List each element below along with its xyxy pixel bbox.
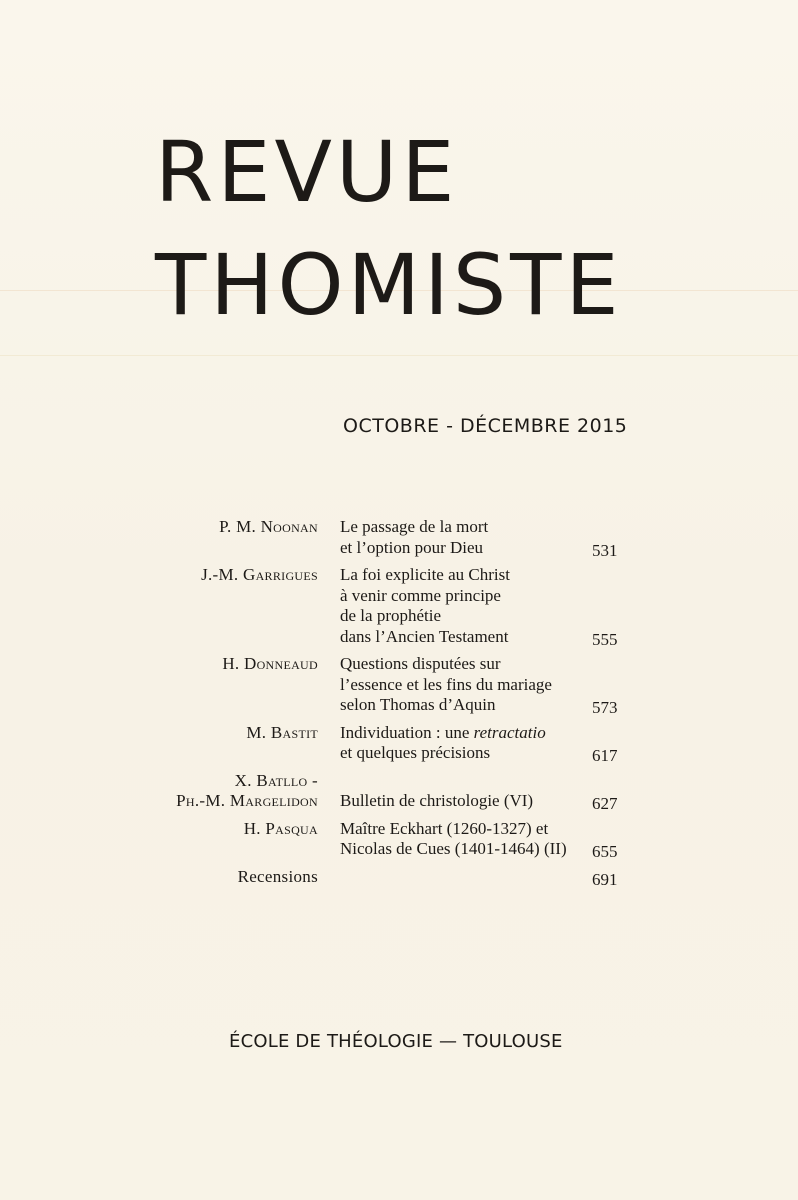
toc-title: Le passage de la mort et l’option pour Dieu [340, 517, 489, 557]
toc-entry [0, 565, 798, 647]
italic-term: retractatio [473, 722, 546, 742]
toc-entry [0, 517, 798, 558]
publisher-footer: ÉCOLE DE THÉOLOGIE — TOULOUSE [229, 1031, 563, 1052]
toc-author: Recensions [237, 866, 318, 886]
toc-author: H. Pasqua [243, 818, 318, 838]
toc-title [340, 867, 580, 888]
toc-entry [0, 723, 798, 764]
toc-author: H. Donneaud [222, 654, 318, 673]
toc-title: Maître Eckhart (1260-1327) et Nicolas de Cues (1401-1464) (II) [340, 818, 567, 858]
toc-author: J.-M. Garrigues [201, 565, 318, 584]
toc-title: La foi explicite au Christ à venir comme principe de la prophétie dans l’Ancien Testament [340, 565, 510, 646]
toc-title: Bulletin de christologie (VI) [340, 791, 534, 810]
toc-entry [0, 819, 798, 860]
journal-title-line-1: REVUE [155, 123, 459, 221]
scan-artifact [0, 355, 798, 356]
toc-entry [0, 654, 798, 716]
toc-author: M. Bastit [246, 722, 318, 742]
toc-page: 555 [592, 629, 618, 649]
toc-title: Questions disputées sur l’essence et les fins du mariage selon Thomas d’Aquin [340, 654, 552, 714]
issue-date: OCTOBRE - DÉCEMBRE 2015 [343, 415, 628, 437]
toc-page: 627 [592, 794, 618, 813]
table-of-contents [0, 517, 798, 894]
toc-entry [0, 771, 798, 812]
toc-page: 531 [592, 540, 618, 560]
toc-author: X. Batllo - Ph.-M. Margelidon [176, 770, 318, 810]
toc-title-italic-line: Individuation : une retractatio [340, 722, 546, 742]
journal-title-line-2: THOMISTE [155, 236, 623, 334]
toc-title: Individuation : une retractatio et quelques précisions [340, 723, 580, 764]
toc-author: P. M. Noonan [219, 517, 318, 536]
toc-page: 691 [592, 869, 618, 889]
toc-page: 573 [592, 698, 618, 717]
toc-page: 655 [592, 842, 618, 861]
toc-entry [0, 867, 798, 888]
toc-page: 617 [592, 746, 618, 765]
